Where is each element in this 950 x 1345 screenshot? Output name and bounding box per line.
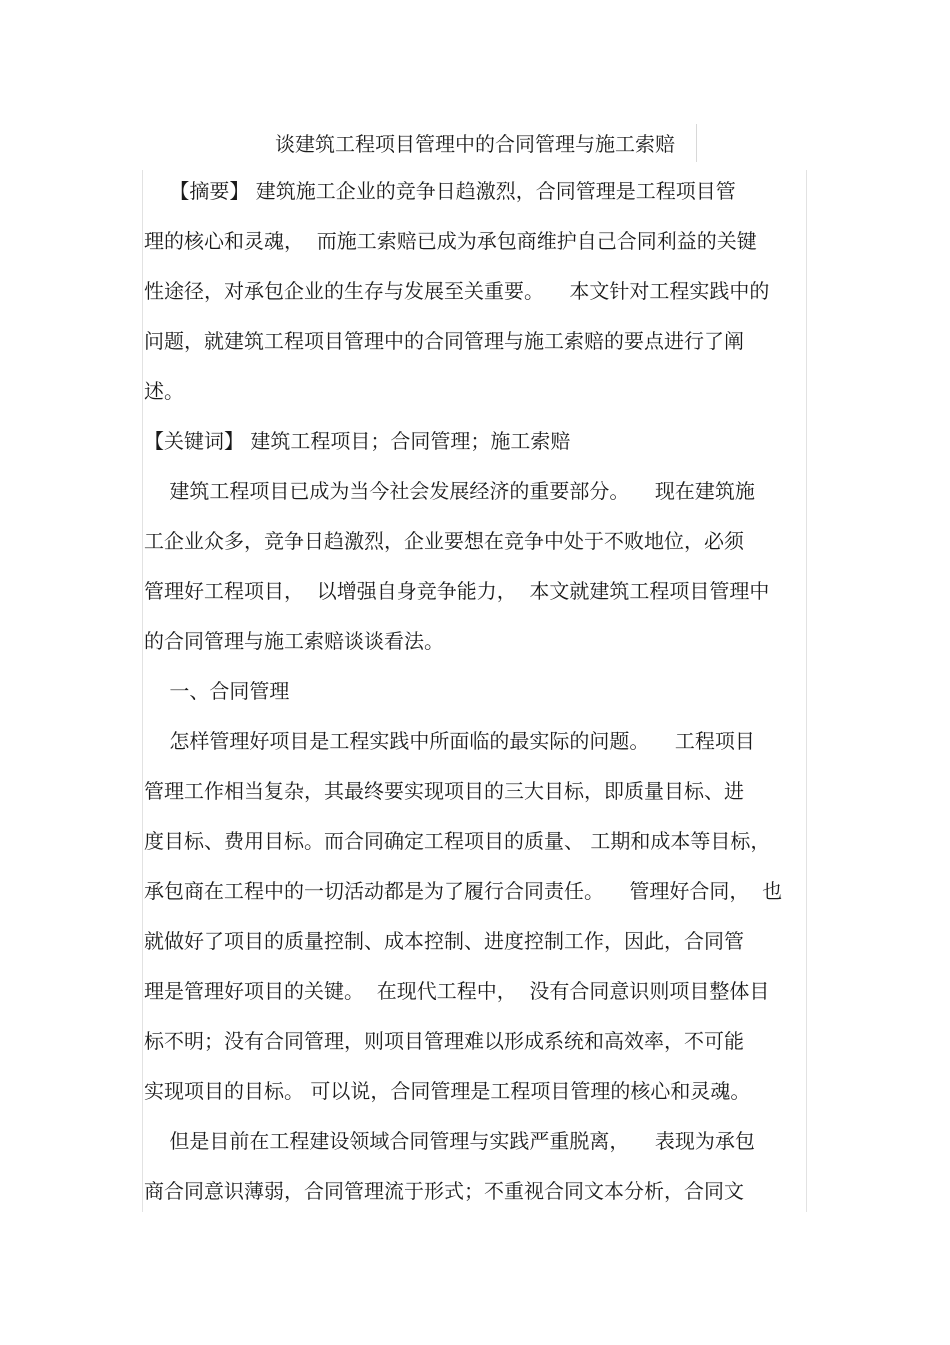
text-line: 管理好工程项目， 以增强自身竞争能力， 本文就建筑工程项目管理中 [144, 579, 770, 603]
text-line: 实现项目的目标。 可以说，合同管理是工程项目管理的核心和灵魂。 [144, 1079, 751, 1103]
text-line: 度目标、费用目标。而合同确定工程项目的质量、 工期和成本等目标， [144, 829, 771, 853]
document-title: 谈建筑工程项目管理中的合同管理与施工索赔 [275, 132, 675, 156]
text-line: 的合同管理与施工索赔谈谈看法。 [144, 629, 444, 653]
text-frame-right-edge [806, 170, 807, 1212]
section-heading: 一、合同管理 [144, 679, 290, 703]
text-line: 管理工作相当复杂，其最终要实现项目的三大目标，即质量目标、进 [144, 779, 744, 803]
text-line: 理的核心和灵魂， 而施工索赔已成为承包商维护自己合同利益的关键 [144, 229, 757, 253]
text-line: 但是目前在工程建设领域合同管理与实践严重脱离， 表现为承包 [144, 1129, 755, 1153]
text-line: 【摘要】 建筑施工企业的竞争日趋激烈，合同管理是工程项目管 [144, 179, 736, 203]
text-line: 述。 [144, 379, 184, 403]
text-line: 承包商在工程中的一切活动都是为了履行合同责任。 管理好合同， 也 [144, 879, 783, 903]
text-line: 就做好了项目的质量控制、成本控制、进度控制工作，因此，合同管 [144, 929, 744, 953]
keywords-line: 【关键词】 建筑工程项目；合同管理；施工索赔 [144, 429, 571, 453]
text-line: 理是管理好项目的关键。 在现代工程中， 没有合同意识则项目整体目 [144, 979, 770, 1003]
text-line: 标不明；没有合同管理，则项目管理难以形成系统和高效率，不可能 [144, 1029, 744, 1053]
text-line: 怎样管理好项目是工程实践中所面临的最实际的问题。 工程项目 [144, 729, 755, 753]
text-line: 商合同意识薄弱，合同管理流于形式；不重视合同文本分析，合同文 [144, 1179, 744, 1203]
text-line: 建筑工程项目已成为当今社会发展经济的重要部分。 现在建筑施 [144, 479, 755, 503]
text-frame-left-edge [142, 170, 143, 1212]
text-line: 性途径，对承包企业的生存与发展至关重要。 本文针对工程实践中的 [144, 279, 770, 303]
text-line: 问题，就建筑工程项目管理中的合同管理与施工索赔的要点进行了阐 [144, 329, 744, 353]
text-line: 工企业众多，竞争日趋激烈，企业要想在竞争中处于不败地位，必须 [144, 529, 744, 553]
